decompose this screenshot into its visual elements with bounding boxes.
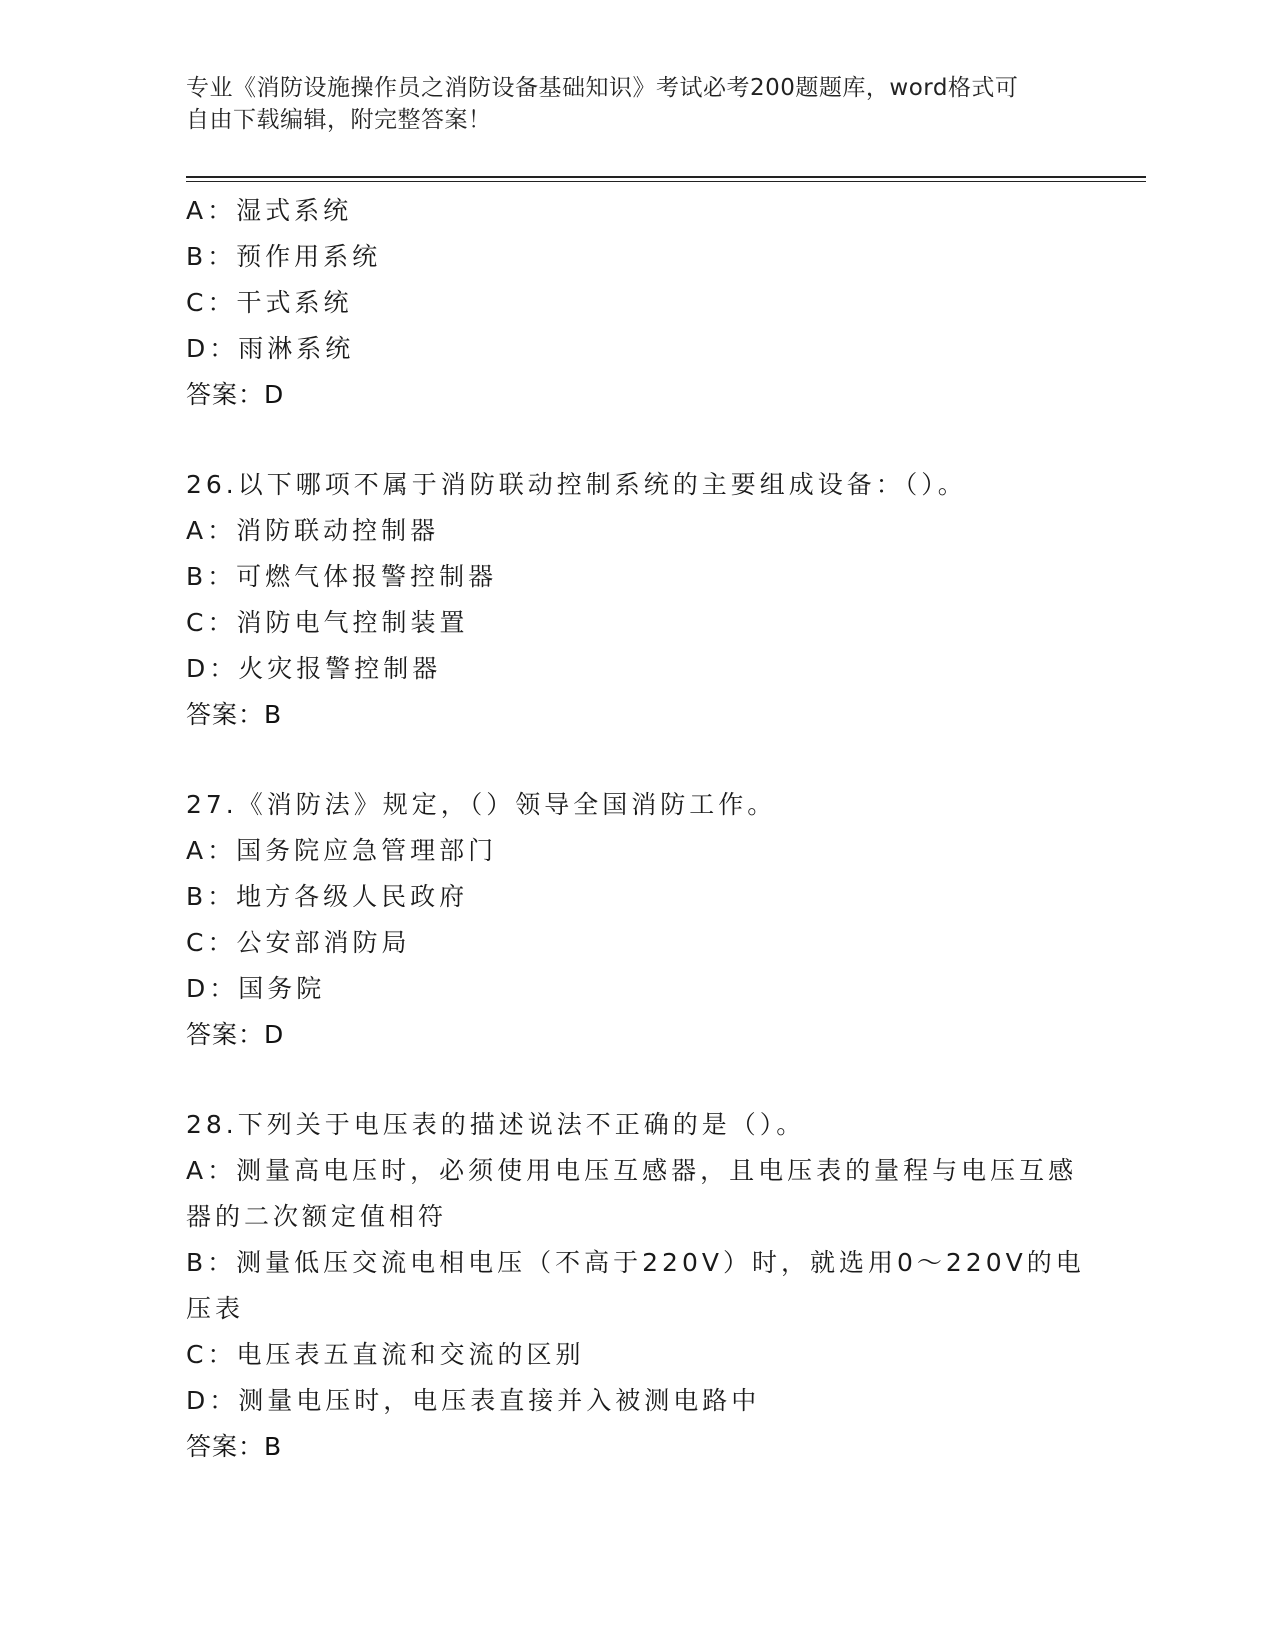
option-b: B：预作用系统 [186, 242, 382, 271]
option-c: C：公安部消防局 [186, 928, 411, 957]
question-26 [186, 462, 1086, 738]
question-27 [186, 782, 1086, 1058]
answer: 答案：D [186, 1020, 285, 1049]
header-rule-thin [186, 181, 1146, 182]
question-text: 28.下列关于电压表的描述说法不正确的是（）。 [186, 1110, 806, 1139]
option-b: B：地方各级人民政府 [186, 882, 469, 911]
answer: 答案：B [186, 700, 283, 729]
option-b: B：测量低压交流电相电压（不高于220V）时，就选用0～220V的电压表 [186, 1248, 1085, 1323]
option-a: A：湿式系统 [186, 196, 353, 225]
question-28 [186, 1102, 1086, 1470]
question-25 [186, 188, 1086, 418]
header-rule-thick [186, 176, 1146, 178]
spacer [186, 418, 1086, 462]
option-d: D：火灾报警控制器 [186, 654, 442, 683]
question-text: 27.《消防法》规定，（）领导全国消防工作。 [186, 790, 777, 819]
question-list [186, 188, 1086, 1470]
option-d: D：雨淋系统 [186, 334, 355, 363]
answer: 答案：D [186, 380, 285, 409]
option-a: A：测量高电压时，必须使用电压互感器，且电压表的量程与电压互感器的二次额定值相符 [186, 1156, 1078, 1231]
option-d: D：国务院 [186, 974, 326, 1003]
option-a: A：消防联动控制器 [186, 516, 440, 545]
spacer [186, 1058, 1086, 1102]
option-b: B：可燃气体报警控制器 [186, 562, 498, 591]
option-a: A：国务院应急管理部门 [186, 836, 498, 865]
option-c: C：消防电气控制装置 [186, 608, 469, 637]
header-line-2: 自由下载编辑，附完整答案！ [186, 107, 492, 133]
option-c: C：干式系统 [186, 288, 353, 317]
option-c: C：电压表五直流和交流的区别 [186, 1340, 585, 1369]
spacer [186, 738, 1086, 782]
document-header [186, 72, 1066, 136]
answer: 答案：B [186, 1432, 283, 1461]
header-line-1: 专业《消防设施操作员之消防设备基础知识》考试必考200题题库，word格式可 [186, 75, 1019, 101]
question-text: 26.以下哪项不属于消防联动控制系统的主要组成设备：（）。 [186, 470, 967, 499]
option-d: D：测量电压时，电压表直接并入被测电路中 [186, 1386, 761, 1415]
